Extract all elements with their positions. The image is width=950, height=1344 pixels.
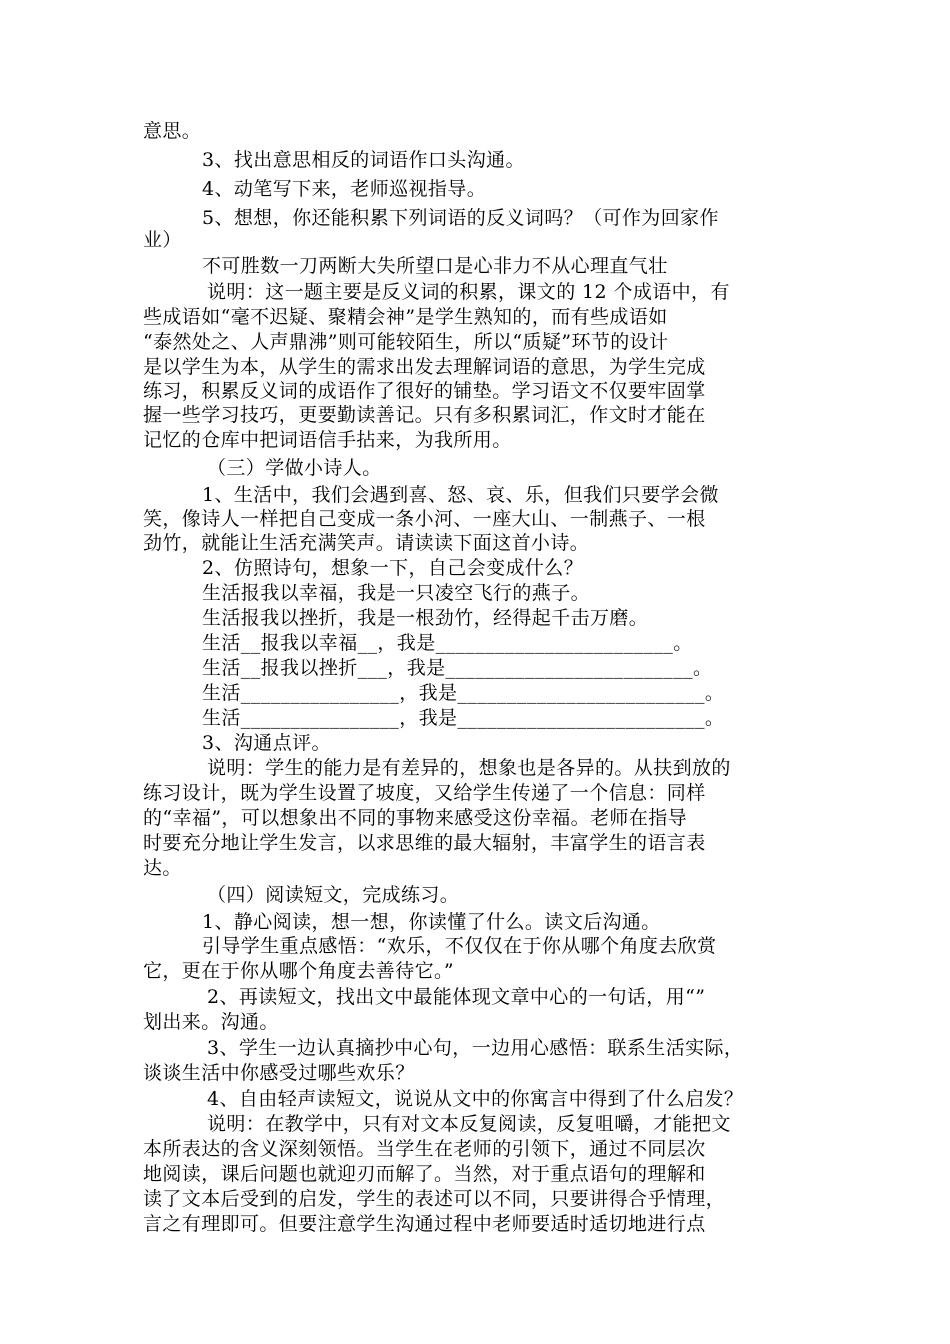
text-line: 引导学生重点感悟：“欢乐，不仅仅在于你从哪个角度去欣赏	[202, 935, 717, 957]
text-line: 业）	[143, 229, 182, 251]
text-line: 是以学生为本，从学生的需求出发去理解词语的意思，为学生完成	[143, 356, 706, 378]
text-line: 1、生活中，我们会遇到喜、怒、哀、乐，但我们只要学会微	[202, 484, 719, 506]
fill-in-line: 生活__报我以挫折___，我是_________________________。	[202, 657, 713, 679]
text-line: 时要充分地让学生发言，以求思维的最大辐射，丰富学生的语言表	[143, 832, 706, 854]
text-line: 言之有理即可。但要注意学生沟通过程中老师要适时适切地进行点	[143, 1213, 706, 1235]
text-line: 说明：这一题主要是反义词的积累，课文的 12 个成语中，有	[207, 281, 730, 303]
text-line: 读了文本后受到的启发，学生的表述可以不同，只要讲得合乎情理，	[143, 1188, 726, 1210]
text-line: 记忆的仓库中把词语信手拈来，为我所用。	[143, 429, 512, 451]
text-line: 它，更在于你从哪个角度去善待它。”	[143, 960, 455, 982]
text-line: “泰然处之、人声鼎沸”则可能较陌生，所以“质疑”环节的设计	[143, 331, 669, 353]
text-line: 谈谈生活中你感受过哪些欢乐？	[143, 1062, 415, 1084]
text-line: 些成语如“毫不迟疑、聚精会神”是学生熟知的，而有些成语如	[143, 306, 668, 328]
text-line: 地阅读，课后问题也就迎刃而解了。当然，对于重点语句的理解和	[143, 1163, 706, 1185]
text-line: 生活报我以幸福，我是一只凌空飞行的燕子。	[202, 582, 591, 604]
text-line: 3、沟通点评。	[202, 732, 331, 754]
fill-in-line: 生活__报我以幸福__，我是________________________。	[202, 632, 693, 654]
text-line: 说明：在教学中，只有对文本反复阅读，反复咀嚼，才能把文	[207, 1113, 731, 1135]
text-line: 不可胜数一刀两断大失所望口是心非力不从心理直气壮	[202, 255, 668, 277]
text-line: 练习设计，既为学生设置了坡度，又给学生传递了一个信息：同样	[143, 782, 706, 804]
text-line: 3、找出意思相反的词语作口头沟通。	[202, 149, 525, 171]
text-line: 4、动笔写下来，老师巡视指导。	[202, 178, 487, 200]
text-line: 4、自由轻声读短文，说说从文中的你寓言中得到了什么启发？	[207, 1088, 744, 1110]
fill-in-line: 生活________________，我是_________________________。	[202, 707, 725, 729]
text-line: 1、静心阅读，想一想，你读懂了什么。读文后沟通。	[202, 911, 661, 933]
text-line: 本所表达的含义深刻领悟。当学生在老师的引领下，通过不同层次	[143, 1138, 706, 1160]
text-line: 划出来。沟通。	[143, 1011, 279, 1033]
text-line: 2、仿照诗句，想象一下，自己会变成什么？	[202, 557, 584, 579]
text-line: 笑，像诗人一样把自己变成一条小河、一座大山、一制燕子、一根	[143, 508, 706, 530]
text-line: 握一些学习技巧，更要勤读善记。只有多积累词汇，作文时才能在	[143, 404, 706, 426]
text-line: 说明：学生的能力是有差异的，想象也是各异的。从扶到放的	[207, 757, 731, 779]
text-line: 劲竹，就能让生活充满笑声。请读读下面这首小诗。	[143, 532, 590, 554]
text-line: 2、再读短文，找出文中最能体现文章中心的一句话，用“”	[207, 986, 706, 1008]
fill-in-line: 生活________________，我是_________________________。	[202, 682, 725, 704]
section-heading: （三）学做小诗人。	[207, 457, 382, 479]
text-line: 达。	[143, 857, 182, 879]
text-line: 5、想想，你还能积累下列词语的反义词吗？（可作为回家作	[202, 207, 719, 229]
text-line: 练习，积累反义词的成语作了很好的铺垫。学习语文不仅要牢固掌	[143, 380, 706, 402]
text-line: 意思。	[143, 120, 202, 142]
text-line: 3、学生一边认真摘抄中心句，一边用心感悟：联系生活实际，	[207, 1037, 744, 1059]
text-line: 生活报我以挫折，我是一根劲竹，经得起千击万磨。	[202, 607, 649, 629]
section-heading: （四）阅读短文，完成练习。	[207, 884, 460, 906]
text-line: 的“幸福”，可以想象出不同的事物来感受这份幸福。老师在指导	[143, 807, 688, 829]
